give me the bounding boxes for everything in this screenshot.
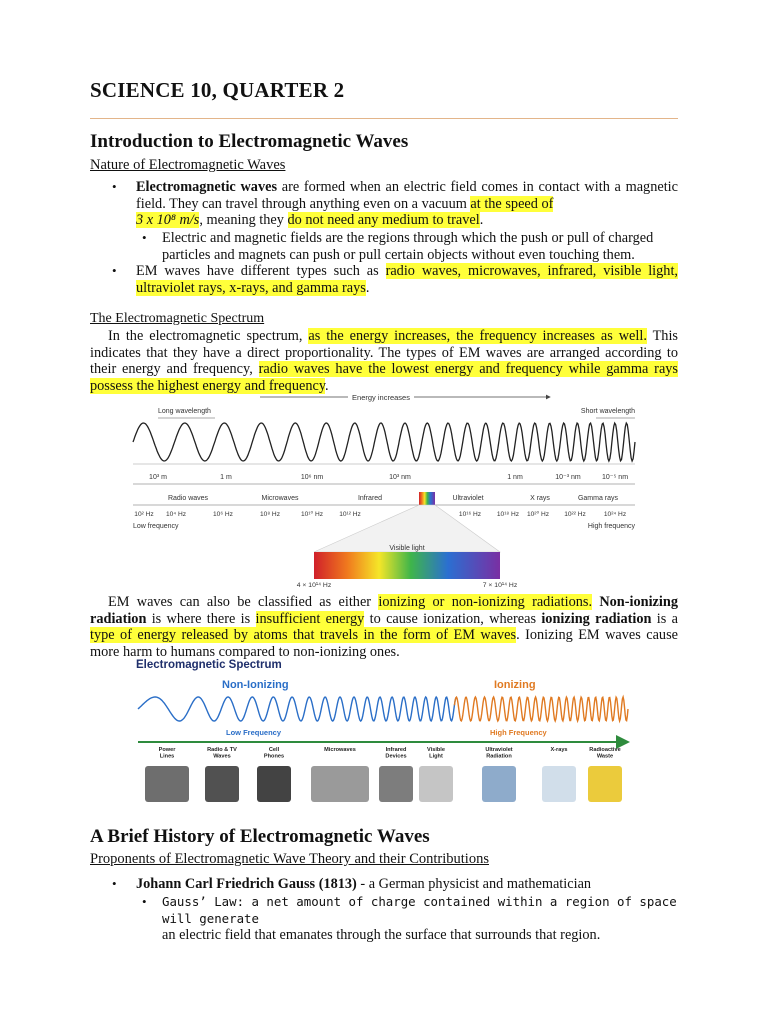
low-frequency-label: Low frequency: [133, 523, 179, 530]
bullet-fields: Electric and magnetic fields are the regions through which the push or pull of charged particles and magnets can push or pull certain objects without even touching them.: [162, 230, 654, 263]
high-frequency-tag: High Frequency: [490, 728, 547, 737]
spectrum-item-label: Ultraviolet Radiation: [485, 747, 513, 760]
subheading-proponents: Proponents of Electromagnetic Wave Theory and their Contributions: [90, 851, 489, 867]
title-divider: [90, 118, 678, 119]
visible-light-label: Visible light: [389, 545, 425, 552]
spectrum-item-icon: [205, 766, 239, 802]
bullet-em-waves: Electromagnetic waves are formed when an electric field comes in contact with a magnetic field. They can travel through anything even on a vacuum at the speed of 3 x 10⁸ m/s, meaning they do not need any medium to travel.: [136, 179, 678, 229]
bullet-dot: •: [112, 179, 117, 194]
spectrum-item-label: Radio & TV Waves: [207, 747, 237, 760]
frequency-tick-label: 10² Hz: [134, 511, 154, 518]
ionizing-spectrum-figure: [134, 654, 634, 806]
frequency-tick-label: 10²⁴ Hz: [603, 511, 627, 518]
frequency-tick-label: 10¹⁸ Hz: [496, 511, 520, 518]
figure-title: Electromagnetic Spectrum: [136, 659, 282, 671]
highlight: type of energy released by atoms that travels in the form of EM waves: [90, 627, 517, 644]
wavelength-tick-label: 10³ m: [149, 474, 167, 481]
band-label: Infrared: [357, 495, 383, 502]
bullet-dot: •: [112, 263, 117, 278]
subheading-nature: Nature of Electromagnetic Waves: [90, 157, 286, 173]
bold-term: Electromagnetic waves: [136, 179, 278, 195]
visible-high-hz: 7 × 10¹⁴ Hz: [482, 582, 518, 589]
highlight: at the speed of: [470, 195, 554, 212]
band-label: Radio waves: [167, 495, 209, 502]
short-wavelength-label: Short wavelength: [580, 408, 635, 415]
band-label: Microwaves: [261, 495, 299, 502]
highlight: do not need any medium to travel: [287, 212, 480, 229]
wavelength-tick-label: 10³ nm: [389, 474, 411, 481]
subheading-spectrum: The Electromagnetic Spectrum: [90, 311, 265, 326]
spectrum-item-label: Microwaves: [324, 747, 356, 753]
em-spectrum-diagram: [130, 388, 640, 590]
wave-line: [133, 423, 635, 461]
spectrum-item-icon: [257, 766, 291, 802]
bullet-dot: •: [112, 876, 117, 891]
non-ionizing-wave: [138, 697, 456, 721]
spectrum-item-label: Cell Phones: [263, 747, 285, 760]
highlight: insufficient energy: [255, 610, 365, 627]
spectrum-item-icon: [145, 766, 189, 802]
frequency-tick-label: 10⁴ Hz: [165, 511, 187, 518]
frequency-tick-label: 10¹² Hz: [339, 511, 361, 518]
section-heading-intro: Introduction to Electromagnetic Waves: [90, 131, 409, 152]
spectrum-item-label: X-rays: [550, 747, 568, 753]
wavelength-tick-label: 10⁻⁵ nm: [601, 474, 629, 481]
bullet-gauss: Johann Carl Friedrich Gauss (1813) - a German physicist and mathematician: [136, 876, 592, 892]
highlight: radio waves have the lowest energy and frequency while gamma rays possess the highest energy and frequency: [90, 361, 678, 394]
spectrum-item-icon: [311, 766, 369, 802]
frequency-tick-label: 10¹⁰ Hz: [300, 511, 324, 518]
spectrum-item-label: Radioactive Waste: [589, 747, 621, 760]
ionizing-wave: [454, 697, 628, 721]
highlight: as the energy increases, the frequency increases as well.: [308, 328, 647, 344]
bullet-gauss-law: Gauss’ Law: a net amount of charge contained within a region of space will generate an electric field that emanates through the surface that surrounds that region.: [162, 894, 677, 944]
em-spectrum-figure: [130, 388, 640, 590]
wavelength-tick-label: 10⁻³ nm: [555, 474, 581, 481]
spectrum-item-icon: [588, 766, 622, 802]
visible-spectrum-bar: [314, 552, 500, 579]
bullet-em-types: EM waves have different types such as radio waves, microwaves, infrared, visible light, ultraviolet rays, x-rays, and gamma rays.: [136, 263, 679, 296]
speed-formula: 3 x 10⁸ m/s: [136, 212, 200, 229]
band-label: X rays: [530, 495, 550, 502]
spectrum-item-icon: [419, 766, 453, 802]
frequency-tick-label: 10¹⁶ Hz: [458, 511, 482, 518]
section-heading-history: A Brief History of Electromagnetic Waves: [90, 826, 430, 847]
spectrum-item-icon: [542, 766, 576, 802]
spectrum-item-label: Visible Light: [427, 747, 445, 760]
ionizing-label: Ionizing: [494, 679, 536, 691]
long-wavelength-label: Long wavelength: [158, 408, 211, 415]
wavelength-tick-label: 10⁶ nm: [300, 474, 324, 481]
energy-label: Energy increases: [352, 393, 410, 402]
low-frequency-tag: Low Frequency: [226, 728, 282, 737]
document-title: SCIENCE 10, QUARTER 2: [90, 78, 345, 102]
visible-band-strip: [419, 492, 435, 505]
spectrum-item-icon: [379, 766, 413, 802]
spectrum-paragraph: In the electromagnetic spectrum, as the energy increases, the frequency increases as well. This indicates that they have a direct proportionality. The types of EM waves are arranged according to their energy and frequency, radio waves have the lowest energy and frequency while gamma rays possess the highest energy and frequency.: [90, 328, 678, 394]
spectrum-item-label: Power Lines: [158, 747, 176, 760]
frequency-tick-label: 10²⁰ Hz: [526, 511, 550, 518]
spectrum-item-label: Infrared Devices: [385, 747, 407, 760]
highlight: radio waves, microwaves, infrared, visible light, ultraviolet rays, x-rays, and gamma rays: [136, 263, 679, 296]
ionizing-spectrum-diagram: [134, 654, 634, 806]
wavelength-tick-label: 1 m: [220, 474, 232, 481]
non-ionizing-label: Non-Ionizing: [222, 679, 289, 691]
visible-low-hz: 4 × 10¹⁴ Hz: [296, 582, 332, 589]
band-label: Ultraviolet: [452, 495, 484, 502]
frequency-tick-label: 10²² Hz: [564, 511, 586, 518]
frequency-tick-label: 10⁶ Hz: [213, 511, 233, 518]
band-label: Gamma rays: [577, 495, 619, 502]
sub-bullet-dot: •: [142, 230, 147, 245]
highlight: ionizing or non-ionizing radiations.: [378, 594, 593, 610]
spectrum-item-icon: [482, 766, 516, 802]
high-frequency-label: High frequency: [587, 523, 635, 530]
sub-bullet-dot: •: [142, 894, 147, 909]
wavelength-tick-label: 1 nm: [507, 474, 523, 481]
ionizing-paragraph: EM waves can also be classified as either ionizing or non-ionizing radiations. Non-ionizing radiation is where there is insufficient energy to cause ionization, whereas ionizing radiation is a type of energy released by atoms that travels in the form of EM waves. Ionizing EM waves cause more harm to humans compared to non-ionizing ones.: [90, 594, 678, 660]
frequency-tick-label: 10⁸ Hz: [259, 511, 281, 518]
